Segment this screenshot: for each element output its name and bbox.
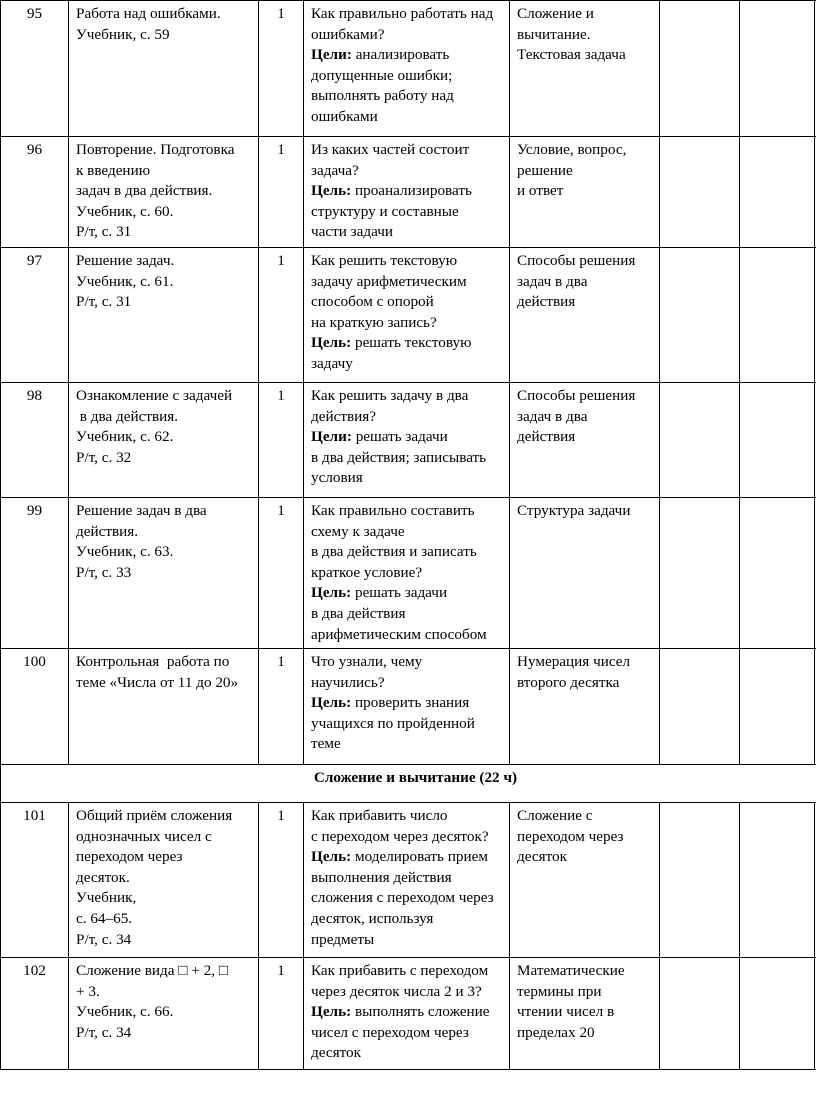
lesson-hours: 1 — [259, 248, 304, 383]
goal-line: выполнения действия — [311, 868, 452, 886]
question-line: Как решить задачу в два — [311, 387, 469, 404]
section-header-row — [1, 765, 816, 803]
content-line: вычитание. — [517, 25, 591, 43]
lesson-number: 95 — [1, 1, 69, 137]
topic-line: задач в два действия. — [76, 182, 213, 200]
topic-line: Общий приём сложения — [76, 807, 233, 824]
goal-line: чисел с переходом через — [311, 1023, 469, 1041]
lesson-row — [1, 383, 816, 498]
goal-line — [311, 333, 502, 354]
lesson-row — [1, 649, 816, 765]
goal-label: Цель: — [311, 848, 352, 866]
lesson-content-cell — [510, 1, 660, 137]
question-line: в два действия и записать — [311, 543, 477, 561]
lesson-goals-cell — [304, 383, 510, 498]
goal-text: решать задачи — [351, 428, 448, 446]
topic-line: Р/т, с. 31 — [76, 293, 132, 311]
lesson-rows-before-section — [1, 1, 816, 765]
lesson-number: 102 — [1, 958, 69, 1070]
question-line: Как правильно составить — [311, 502, 475, 519]
lesson-row — [1, 1, 816, 137]
goal-label: Цель: — [311, 584, 352, 602]
lesson-topic-cell — [69, 248, 259, 383]
goal-line: арифметическим способом — [311, 625, 487, 643]
topic-line: Контрольная работа по — [76, 653, 230, 670]
question-line: Как правильно работать над — [311, 5, 494, 22]
topic-line: Повторение. Подготовка — [76, 141, 235, 158]
empty-cell — [740, 137, 815, 248]
goal-line: теме — [311, 735, 341, 753]
empty-cell — [740, 383, 815, 498]
goal-label: Цели: — [311, 428, 352, 446]
lesson-goals-cell — [304, 137, 510, 248]
goal-text: решать текстовую — [351, 334, 472, 352]
lesson-hours: 1 — [259, 1, 304, 137]
lesson-row — [1, 137, 816, 248]
empty-cell — [740, 649, 815, 765]
empty-cell — [660, 248, 740, 383]
section-header-group — [1, 765, 816, 803]
question-line: Что узнали, чему — [311, 653, 423, 670]
content-line: действия — [517, 428, 576, 446]
question-line: ошибками? — [311, 25, 385, 43]
goal-line: десяток — [311, 1044, 361, 1062]
empty-cell — [660, 1, 740, 137]
question-line: Как прибавить число — [311, 807, 448, 824]
topic-line: к введению — [76, 161, 151, 179]
content-line: Условие, вопрос, — [517, 141, 627, 158]
goal-line — [311, 45, 502, 66]
lesson-topic-cell — [69, 649, 259, 765]
content-line: Структура задачи — [517, 502, 631, 519]
topic-line: Ознакомление с задачей — [76, 387, 233, 404]
goal-line — [311, 1002, 502, 1023]
topic-line: Работа над ошибками. — [76, 5, 221, 22]
content-line: термины при — [517, 982, 602, 1000]
empty-cell — [740, 1, 815, 137]
lesson-topic-cell — [69, 137, 259, 248]
question-line: на краткую запись? — [311, 313, 437, 331]
goal-line: задачу — [311, 354, 353, 372]
lesson-number: 99 — [1, 498, 69, 649]
lesson-content-cell — [510, 958, 660, 1070]
goal-line — [311, 583, 502, 604]
goal-line: структуру и составные — [311, 202, 459, 220]
lesson-hours: 1 — [259, 803, 304, 958]
question-line: через десяток числа 2 и 3? — [311, 982, 482, 1000]
content-line: решение — [517, 161, 573, 179]
question-line: способом с опорой — [311, 293, 434, 311]
question-line: схему к задаче — [311, 522, 405, 540]
goal-text: выполнять сложение — [351, 1003, 490, 1021]
lesson-row — [1, 958, 816, 1070]
goal-text: проверить знания — [351, 694, 470, 712]
lesson-topic-cell — [69, 383, 259, 498]
question-line: научились? — [311, 673, 385, 691]
lesson-number: 97 — [1, 248, 69, 383]
goal-text: решать задачи — [351, 584, 448, 602]
lesson-topic-cell — [69, 1, 259, 137]
topic-line: Учебник, с. 61. — [76, 272, 174, 290]
content-line: пределах 20 — [517, 1023, 595, 1041]
lesson-content-cell — [510, 137, 660, 248]
lesson-hours: 1 — [259, 498, 304, 649]
goal-line: ошибками — [311, 107, 378, 125]
topic-line: Р/т, с. 32 — [76, 448, 132, 466]
goal-line: условия — [311, 469, 363, 487]
lesson-content-cell — [510, 803, 660, 958]
lesson-goals-cell — [304, 1, 510, 137]
lesson-number: 98 — [1, 383, 69, 498]
empty-cell — [660, 137, 740, 248]
goal-line: десяток, используя — [311, 909, 434, 927]
lesson-row — [1, 498, 816, 649]
lesson-goals-cell — [304, 803, 510, 958]
topic-line: теме «Числа от 11 до 20» — [76, 673, 239, 691]
lesson-hours: 1 — [259, 958, 304, 1070]
content-line: Способы решения — [517, 387, 636, 404]
goal-line: сложения с переходом через — [311, 889, 494, 907]
goal-line — [311, 427, 502, 448]
question-line: действия? — [311, 407, 376, 425]
topic-line: переходом через — [76, 848, 183, 866]
goal-line — [311, 847, 502, 868]
goal-label: Цель: — [311, 694, 352, 712]
goal-line: части задачи — [311, 223, 394, 241]
content-line: второго десятка — [517, 673, 620, 691]
lesson-content-cell — [510, 383, 660, 498]
topic-line: Учебник, с. 62. — [76, 428, 174, 446]
question-line: задача? — [311, 161, 359, 179]
empty-cell — [740, 958, 815, 1070]
content-line: и ответ — [517, 182, 564, 200]
lesson-goals-cell — [304, 248, 510, 383]
lesson-content-cell — [510, 649, 660, 765]
topic-line: действия. — [76, 522, 139, 540]
lesson-content-cell — [510, 498, 660, 649]
lesson-number: 100 — [1, 649, 69, 765]
question-line: краткое условие? — [311, 563, 423, 581]
topic-line: Учебник, с. 59 — [76, 25, 170, 43]
lesson-rows-after-section — [1, 803, 816, 1070]
topic-line: Сложение вида □ + 2, □ — [76, 962, 229, 979]
goal-line: в два действия; записывать — [311, 448, 487, 466]
empty-cell — [740, 248, 815, 383]
lesson-topic-cell — [69, 498, 259, 649]
topic-line: Решение задач. — [76, 252, 175, 269]
topic-line: Учебник, с. 66. — [76, 1003, 174, 1021]
lesson-row — [1, 248, 816, 383]
content-line: Математические — [517, 962, 625, 979]
topic-line: Р/т, с. 31 — [76, 223, 132, 241]
topic-line: десяток. — [76, 868, 130, 886]
lesson-goals-cell — [304, 649, 510, 765]
empty-cell — [660, 803, 740, 958]
content-line: действия — [517, 293, 576, 311]
lesson-topic-cell — [69, 958, 259, 1070]
goal-line: предметы — [311, 930, 375, 948]
topic-line: Р/т, с. 34 — [76, 1023, 132, 1041]
question-line: Как решить текстовую — [311, 252, 458, 269]
content-line: Текстовая задача — [517, 46, 626, 64]
question-line: задачу арифметическим — [311, 272, 467, 290]
content-line: Сложение и — [517, 5, 594, 22]
topic-line: однозначных чисел с — [76, 827, 212, 845]
empty-cell — [740, 498, 815, 649]
content-line: Сложение с — [517, 807, 593, 824]
goal-label: Цель: — [311, 1003, 352, 1021]
topic-line: в два действия. — [76, 407, 179, 425]
content-line: десяток — [517, 848, 567, 866]
content-line: Нумерация чисел — [517, 653, 631, 670]
content-line: задач в два — [517, 272, 588, 290]
topic-line: + 3. — [76, 982, 100, 1000]
empty-cell — [740, 803, 815, 958]
lesson-goals-cell — [304, 958, 510, 1070]
topic-line: Р/т, с. 34 — [76, 930, 132, 948]
content-line: Способы решения — [517, 252, 636, 269]
goal-text: моделировать прием — [351, 848, 488, 866]
empty-cell — [660, 383, 740, 498]
topic-line: с. 64–65. — [76, 909, 133, 927]
topic-line: Учебник, с. 63. — [76, 543, 174, 561]
goal-line: учащихся по пройденной — [311, 714, 475, 732]
empty-cell — [660, 649, 740, 765]
question-line: Как прибавить с переходом — [311, 962, 489, 979]
empty-cell — [660, 958, 740, 1070]
empty-cell — [660, 498, 740, 649]
lesson-topic-cell — [69, 803, 259, 958]
goal-line — [311, 181, 502, 202]
section-title: Сложение и вычитание (22 ч) — [1, 765, 816, 803]
content-line: чтении чисел в — [517, 1003, 615, 1021]
topic-line: Решение задач в два — [76, 502, 207, 519]
lesson-number: 101 — [1, 803, 69, 958]
lesson-hours: 1 — [259, 649, 304, 765]
lesson-content-cell — [510, 248, 660, 383]
goal-label: Цель: — [311, 182, 352, 200]
goal-label: Цели: — [311, 46, 352, 64]
topic-line: Учебник, с. 60. — [76, 202, 174, 220]
lesson-goals-cell — [304, 498, 510, 649]
goal-text: проанализировать — [351, 182, 472, 200]
question-line: Из каких частей состоит — [311, 141, 470, 158]
content-line: переходом через — [517, 827, 624, 845]
content-line: задач в два — [517, 407, 588, 425]
lesson-row — [1, 803, 816, 958]
goal-text: анализировать — [351, 46, 450, 64]
goal-line: допущенные ошибки; — [311, 66, 453, 84]
goal-line — [311, 693, 502, 714]
goal-line: выполнять работу над — [311, 87, 454, 105]
topic-line: Р/т, с. 33 — [76, 563, 132, 581]
topic-line: Учебник, — [76, 889, 137, 907]
question-line: с переходом через десяток? — [311, 827, 489, 845]
lesson-hours: 1 — [259, 383, 304, 498]
goal-line: в два действия — [311, 604, 406, 622]
goal-label: Цель: — [311, 334, 352, 352]
lesson-hours: 1 — [259, 137, 304, 248]
lesson-number: 96 — [1, 137, 69, 248]
